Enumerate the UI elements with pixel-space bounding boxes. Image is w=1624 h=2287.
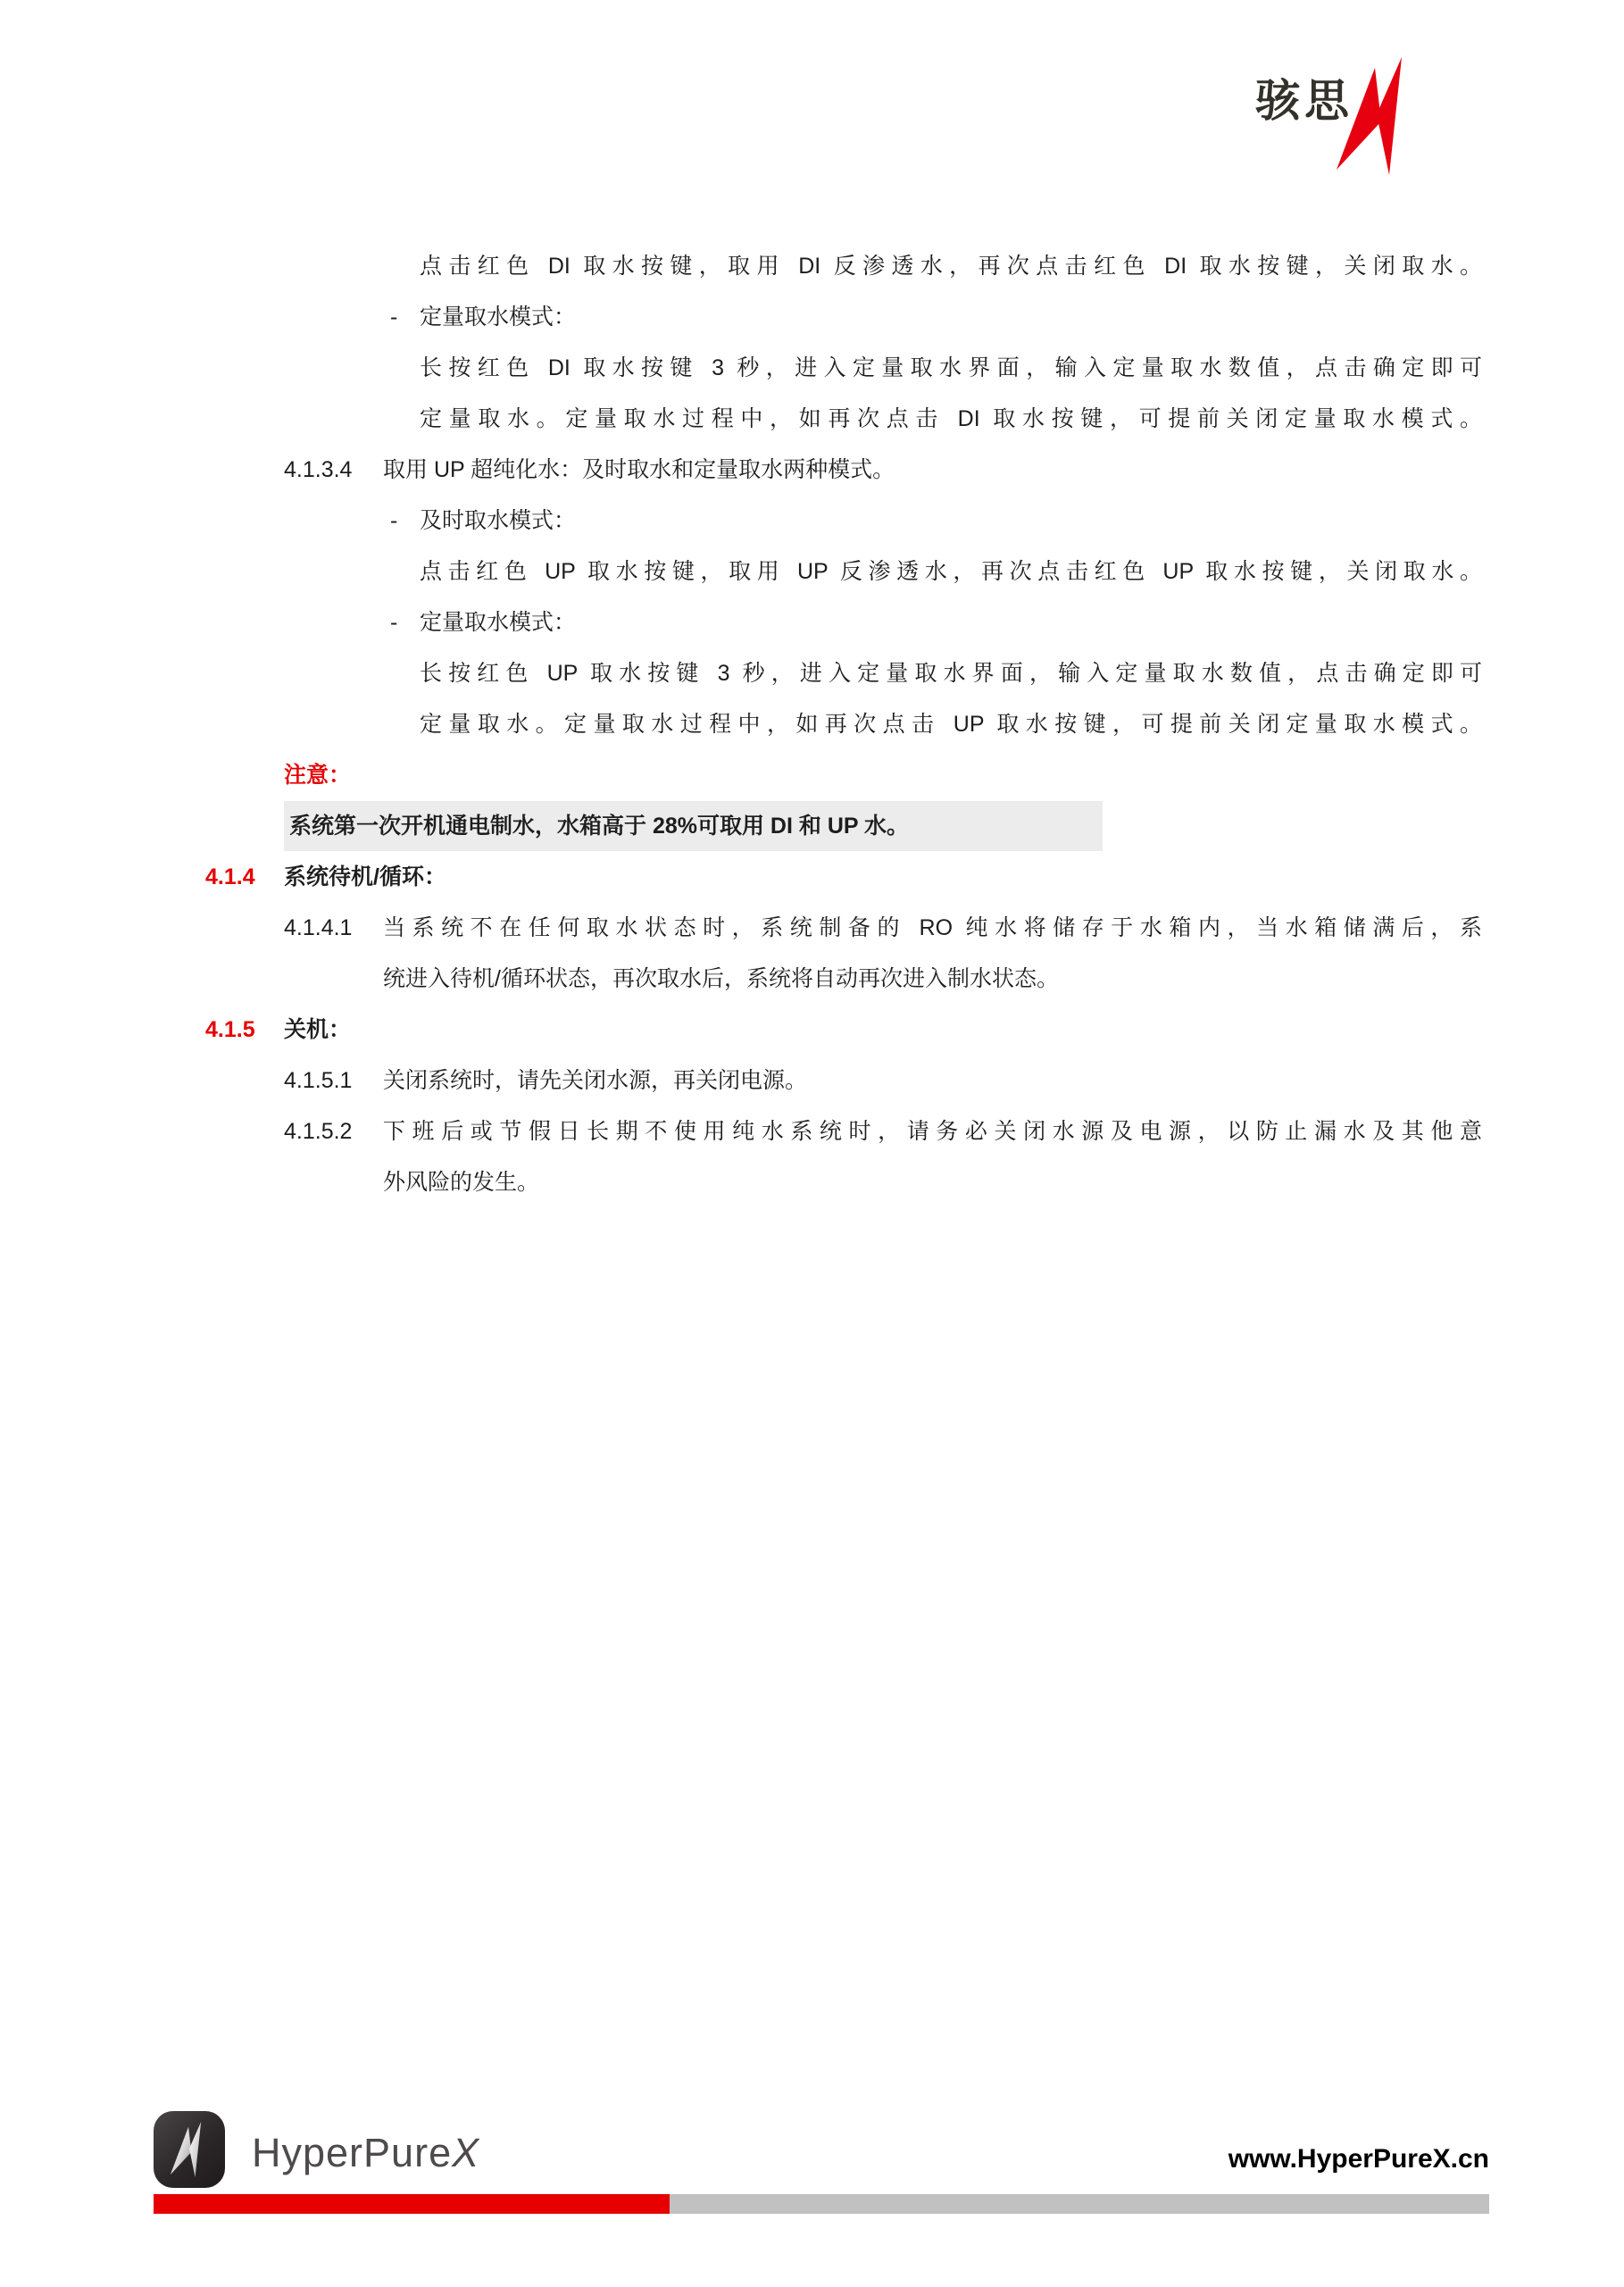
paragraph-line: 点击红色 UP 取水按键，取用 UP 反渗透水，再次点击红色 UP 取水按键，关闭取水。 xyxy=(420,559,1482,584)
bullet-item xyxy=(390,597,1624,648)
highlighted-note xyxy=(284,801,1624,852)
company-logo-text: 骇思 xyxy=(1255,76,1353,126)
section-title: 系统待机/循环： xyxy=(284,864,446,889)
numbered-item xyxy=(284,903,1482,954)
paragraph-line: 定量取水。定量取水过程中，如再次点击 DI 取水按键，可提前关闭定量取水模式。 xyxy=(420,406,1482,431)
paragraph-line: 定量取水。定量取水过程中，如再次点击 UP 取水按键，可提前关闭定量取水模式。 xyxy=(420,712,1482,737)
bullet-dash: - xyxy=(390,305,398,330)
section-text: 取用 UP 超纯化水：及时取水和定量取水两种模式。 xyxy=(383,457,895,482)
section-number: 4.1.4.1 xyxy=(284,915,353,940)
section-heading xyxy=(205,852,1624,903)
lightning-logo-icon xyxy=(1336,57,1418,175)
section-text: 关闭系统时，请先关闭水源，再关闭电源。 xyxy=(383,1068,808,1093)
footer-brand-x: X xyxy=(452,2130,480,2175)
company-logo xyxy=(1250,54,1428,188)
numbered-item xyxy=(284,1106,1482,1157)
note-label: 注意： xyxy=(284,763,352,788)
footer-brand-wordmark xyxy=(252,2130,480,2175)
footer-website-link[interactable]: www.HyperPureX.cn xyxy=(1228,2144,1489,2174)
bullet-label: 定量取水模式： xyxy=(420,305,577,330)
section-number: 4.1.5 xyxy=(205,1017,255,1042)
paragraph-line: 长按红色 UP 取水按键 3 秒，进入定量取水界面，输入定量取水数值，点击确定即可 xyxy=(420,661,1482,686)
section-number: 4.1.4 xyxy=(205,864,255,889)
section-number: 4.1.5.1 xyxy=(284,1068,353,1093)
section-text: 下班后或节假日长期不使用纯水系统时，请务必关闭水源及电源，以防止漏水及其他意 xyxy=(383,1119,1482,1144)
bullet-label: 及时取水模式： xyxy=(420,508,577,533)
bullet-dash: - xyxy=(390,610,398,635)
bullet-item xyxy=(390,292,1624,343)
paragraph-line: 统进入待机/循环状态，再次取水后，系统将自动再次进入制水状态。 xyxy=(383,966,1059,991)
bullet-item xyxy=(390,496,1624,547)
bullet-label: 定量取水模式： xyxy=(420,610,577,635)
paragraph-line: 点击红色 DI 取水按键，取用 DI 反渗透水，再次点击红色 DI 取水按键，关闭取水。 xyxy=(420,254,1482,279)
footer-red-bar xyxy=(154,2194,670,2214)
lightning-bolt-icon xyxy=(170,2122,209,2177)
bullet-dash: - xyxy=(390,508,398,533)
paragraph-line: 外风险的发生。 xyxy=(383,1170,540,1195)
footer-brand-text: HyperPure xyxy=(252,2130,453,2175)
document-body xyxy=(0,241,1624,1208)
numbered-item xyxy=(284,1056,1482,1106)
section-number: 4.1.3.4 xyxy=(284,457,353,482)
section-title: 关机： xyxy=(284,1017,352,1042)
footer-gray-bar xyxy=(670,2194,1489,2214)
numbered-item xyxy=(284,445,1482,496)
section-heading xyxy=(205,1005,1624,1056)
highlighted-note-text: 系统第一次开机通电制水，水箱高于 28%可取用 DI 和 UP 水。 xyxy=(284,801,1103,851)
footer-app-icon xyxy=(154,2111,225,2188)
paragraph-line: 长按红色 DI 取水按键 3 秒，进入定量取水界面，输入定量取水数值，点击确定即可 xyxy=(420,355,1482,380)
section-number: 4.1.5.2 xyxy=(284,1119,353,1144)
section-text: 当系统不在任何取水状态时，系统制备的 RO 纯水将储存于水箱内，当水箱储满后，系 xyxy=(383,915,1482,940)
